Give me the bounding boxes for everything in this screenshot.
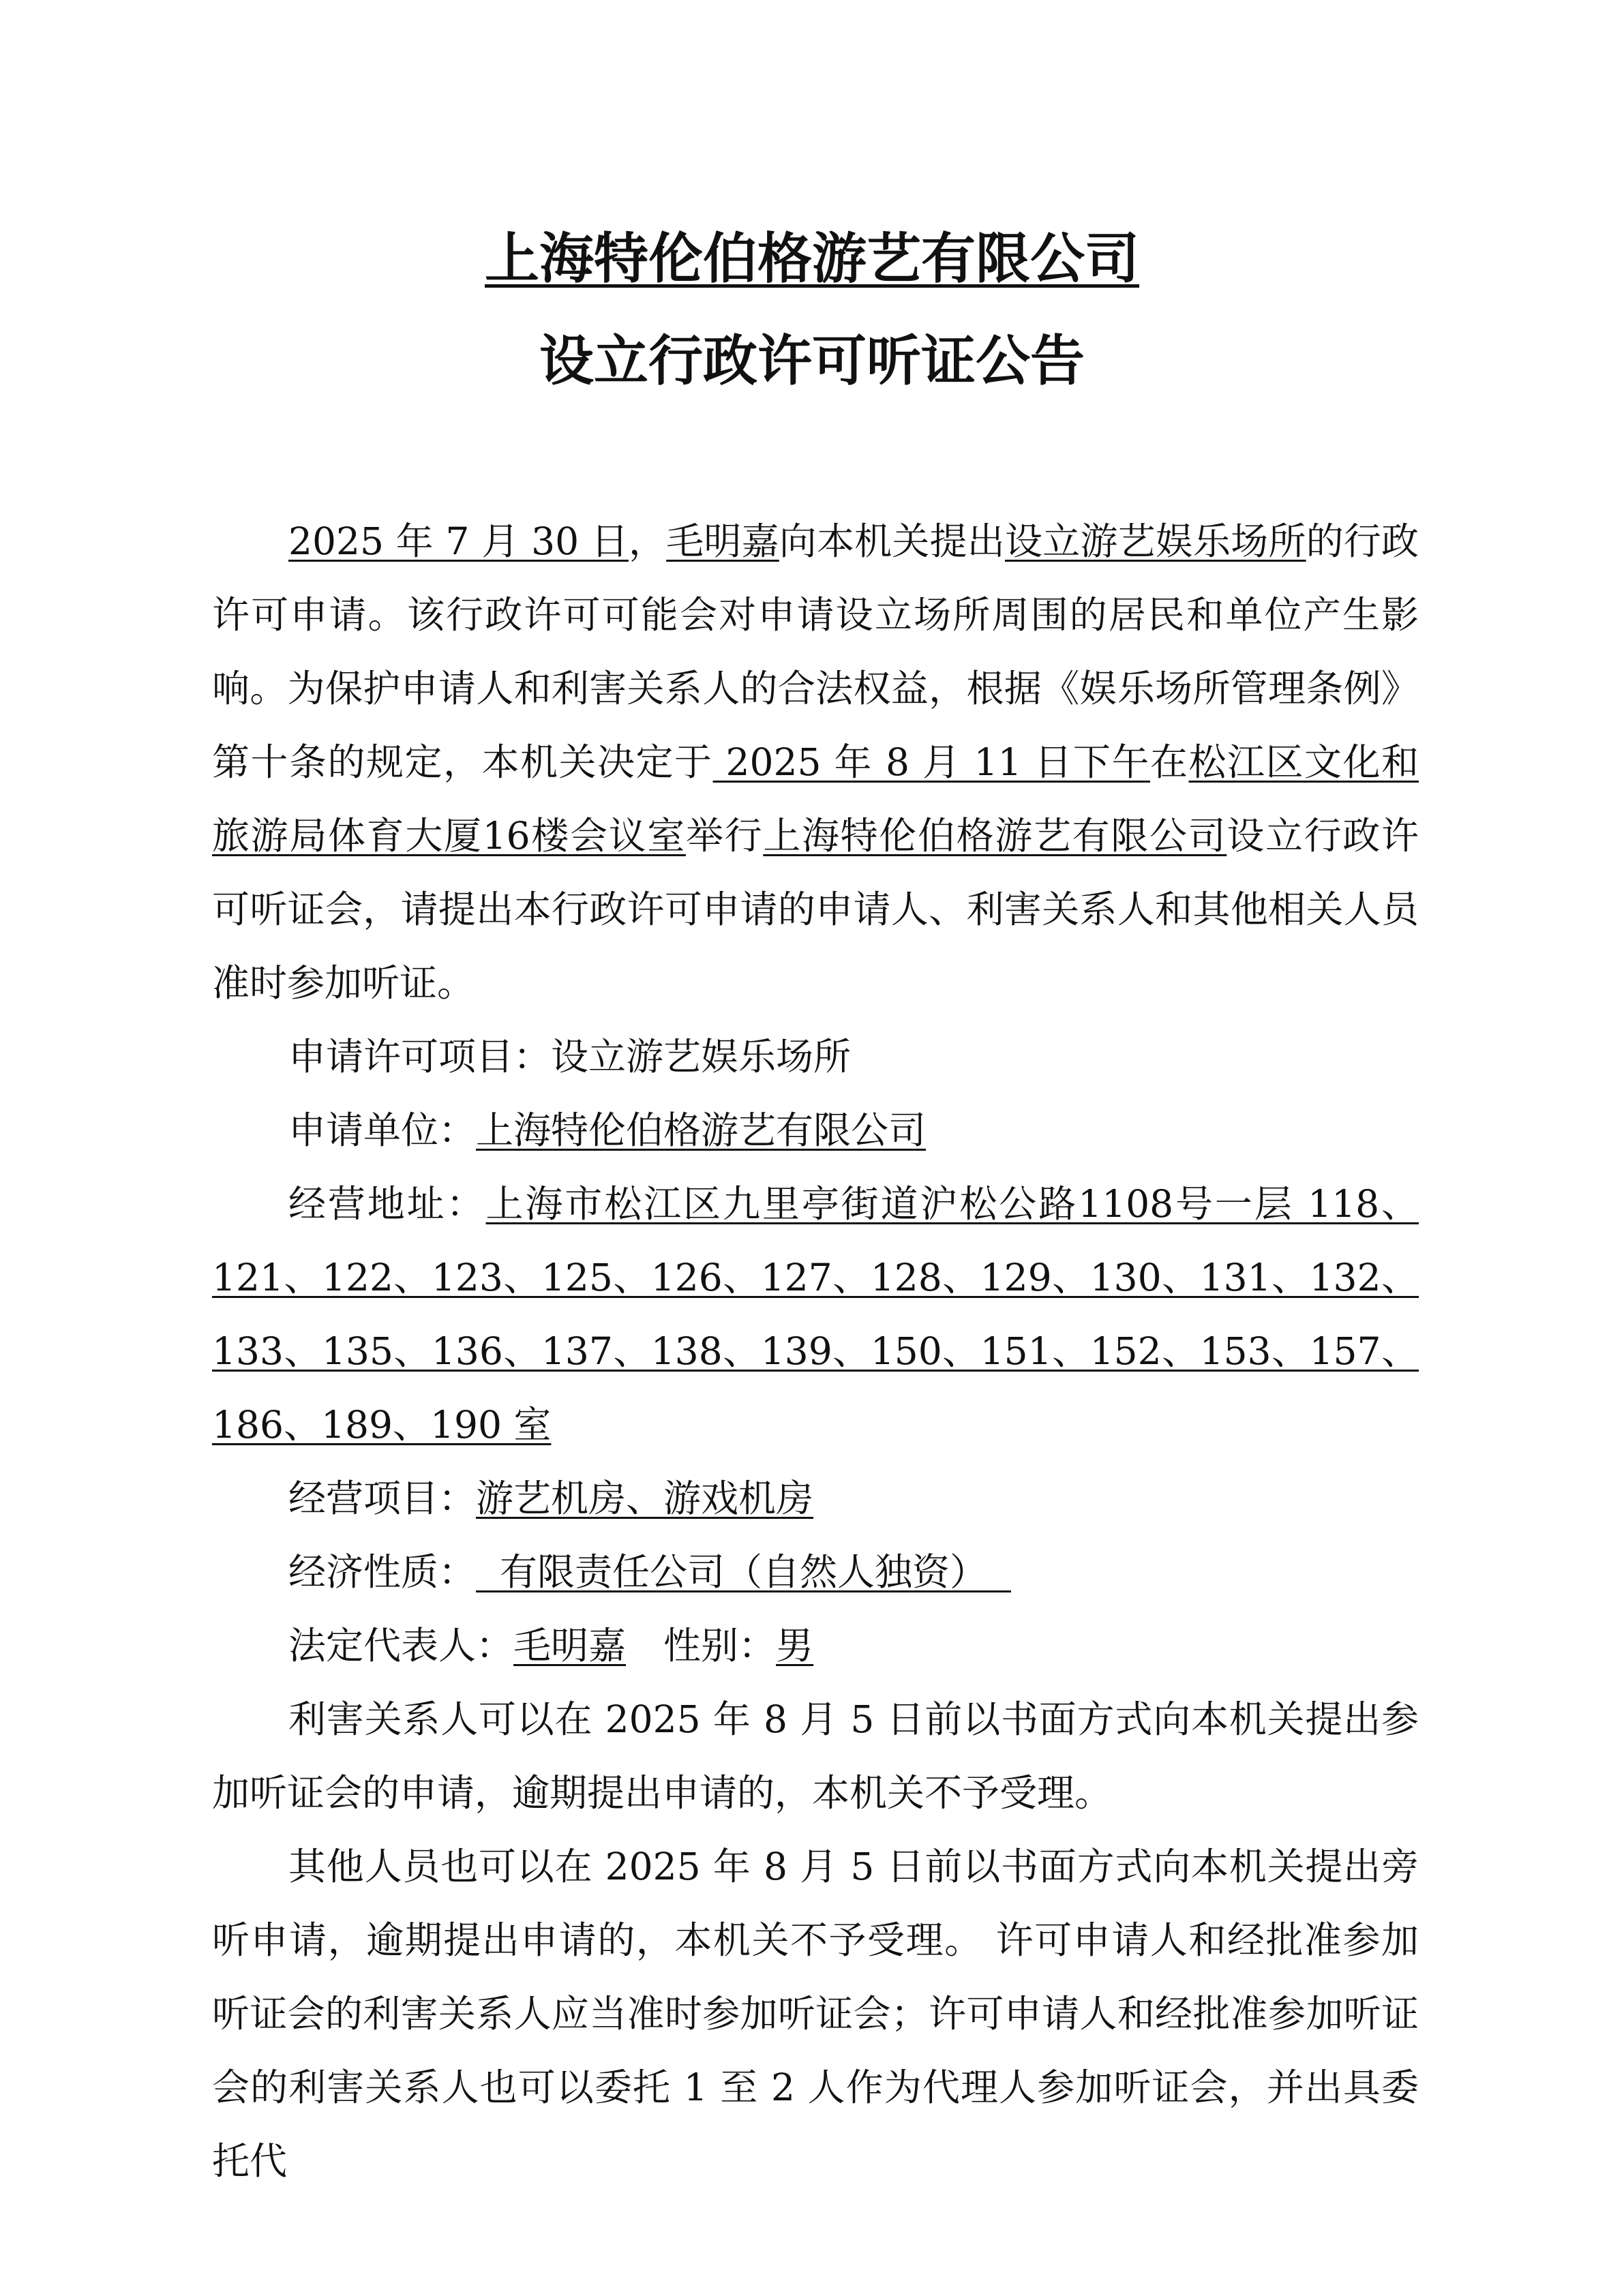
field-unit: 申请单位：上海特伦伯格游艺有限公司 <box>288 1108 927 1152</box>
company-name: 上海特伦伯格游艺有限公司 <box>763 814 1227 858</box>
title-company <box>0 225 1624 293</box>
hearing-date: 2025 年 8 月 11 日下午 <box>712 740 1150 784</box>
title-line-1: 上海特伦伯格游艺有限公司 <box>485 227 1139 290</box>
notice-body <box>212 504 1419 2198</box>
intro-paragraph: 2025 年 7 月 30 日，毛明嘉向本机关提出设立游艺娱乐场所的行政许可申请。该行政许可可能会对申请设立场所周围的居民和单位产生影响。为保护申请人和利害关系人的合法权益，根据《娱乐场所管理条例》第十条的规定，本机关决定于 2025 年 8 月 11 日下午在松江区文化和旅游局体育大厦16楼会议室举行上海特伦伯格游艺有限公司设立行政许可听证会，请提出本行政许可申请的申请人、利害关系人和其他相关人员准时参加听证。 <box>212 519 1419 1005</box>
paragraph-others: 其他人员也可以在 2025 年 8 月 5 日前以书面方式向本机关提出旁听申请，逾期提出申请的，本机关不予受理。 许可申请人和经批准参加听证会的利害关系人应当准时参加听证会；许可申请人和经批准参加听证会的利害关系人也可以委托 1 至 2 人作为代理人参加听证会，并出具委托代 <box>212 1845 1419 2183</box>
field-nature: 经济性质： 有限责任公司（自然人独资） <box>288 1550 1011 1594</box>
application-date: 2025 年 7 月 30 日 <box>288 519 629 563</box>
field-scope: 经营项目：游艺机房、游戏机房 <box>288 1477 814 1520</box>
application-item: 设立游艺娱乐场所 <box>1004 519 1306 563</box>
hearing-venue: 松江区文化和旅游局体育大厦16楼会议室 <box>212 740 1419 858</box>
applicant-name: 毛明嘉 <box>666 519 779 563</box>
title-notice: 设立行政许可听证公告 <box>539 329 1085 393</box>
field-project: 申请许可项目：设立游艺娱乐场所 <box>288 1035 852 1078</box>
paragraph-stakeholders: 利害关系人可以在 2025 年 8 月 5 日前以书面方式向本机关提出参加听证会的申请，逾期提出申请的，本机关不予受理。 <box>212 1697 1419 1815</box>
field-representative: 法定代表人：毛明嘉 性别：男 <box>288 1624 814 1667</box>
field-address: 经营地址：上海市松江区九里亭街道沪松公路1108号一层 118、121、122、123、125、126、127、128、129、130、131、132、133、135、136、137、138、139、150、151、152、153、157、186、189、190 室 <box>212 1182 1419 1447</box>
